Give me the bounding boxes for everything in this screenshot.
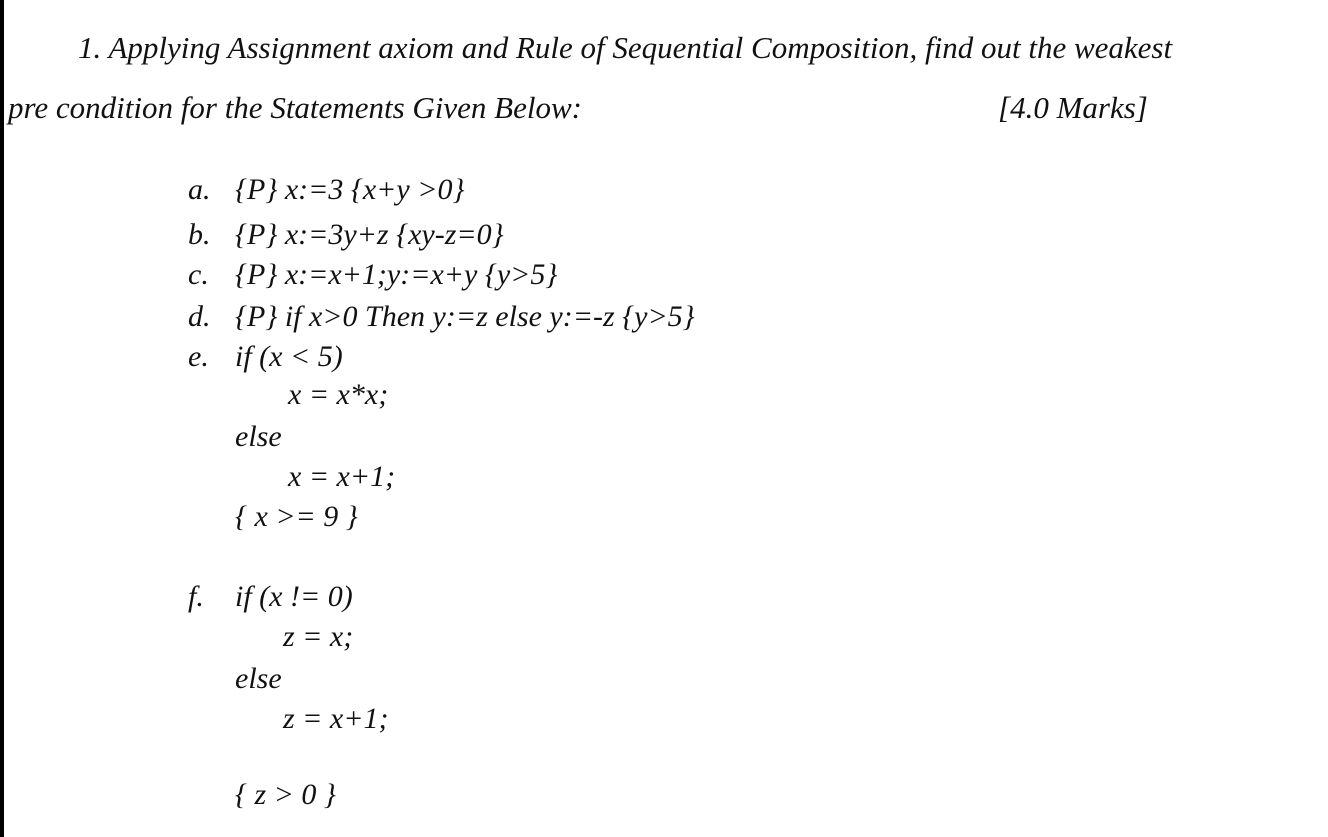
item-f-else-statement: z = x+1; [283,702,389,735]
item-d-text: {P} if x>0 Then y:=z else y:=-z {y>5} [235,300,695,333]
question-line-2: pre condition for the Statements Given Below: [8,90,582,125]
item-f-else-keyword: else [235,662,282,695]
item-d-label: d. [188,300,211,333]
item-f-if-line: if (x != 0) [235,580,353,613]
marks-label: [4.0 Marks] [998,90,1148,125]
item-e-postcondition: { x >= 9 } [235,500,358,533]
item-a-text: {P} x:=3 {x+y >0} [235,173,465,206]
item-e-label: e. [188,340,209,373]
item-b-text: {P} x:=3y+z {xy-z=0} [235,218,504,251]
item-e-else-statement: x = x+1; [288,460,396,493]
question-line-1: 1. Applying Assignment axiom and Rule of Sequential Composition, find out the weakest [78,30,1173,65]
item-e-then-statement: x = x*x; [288,378,389,411]
item-e-else-keyword: else [235,420,282,453]
item-f-postcondition: { z > 0 } [235,778,336,811]
item-b-label: b. [188,218,211,251]
left-edge-bar [0,0,4,837]
item-c-text: {P} x:=x+1;y:=x+y {y>5} [235,258,558,291]
item-e-if-line: if (x < 5) [235,340,343,373]
item-a-label: a. [188,173,211,206]
item-f-label: f. [188,580,204,613]
item-f-then-statement: z = x; [283,620,354,653]
item-c-label: c. [188,258,209,291]
